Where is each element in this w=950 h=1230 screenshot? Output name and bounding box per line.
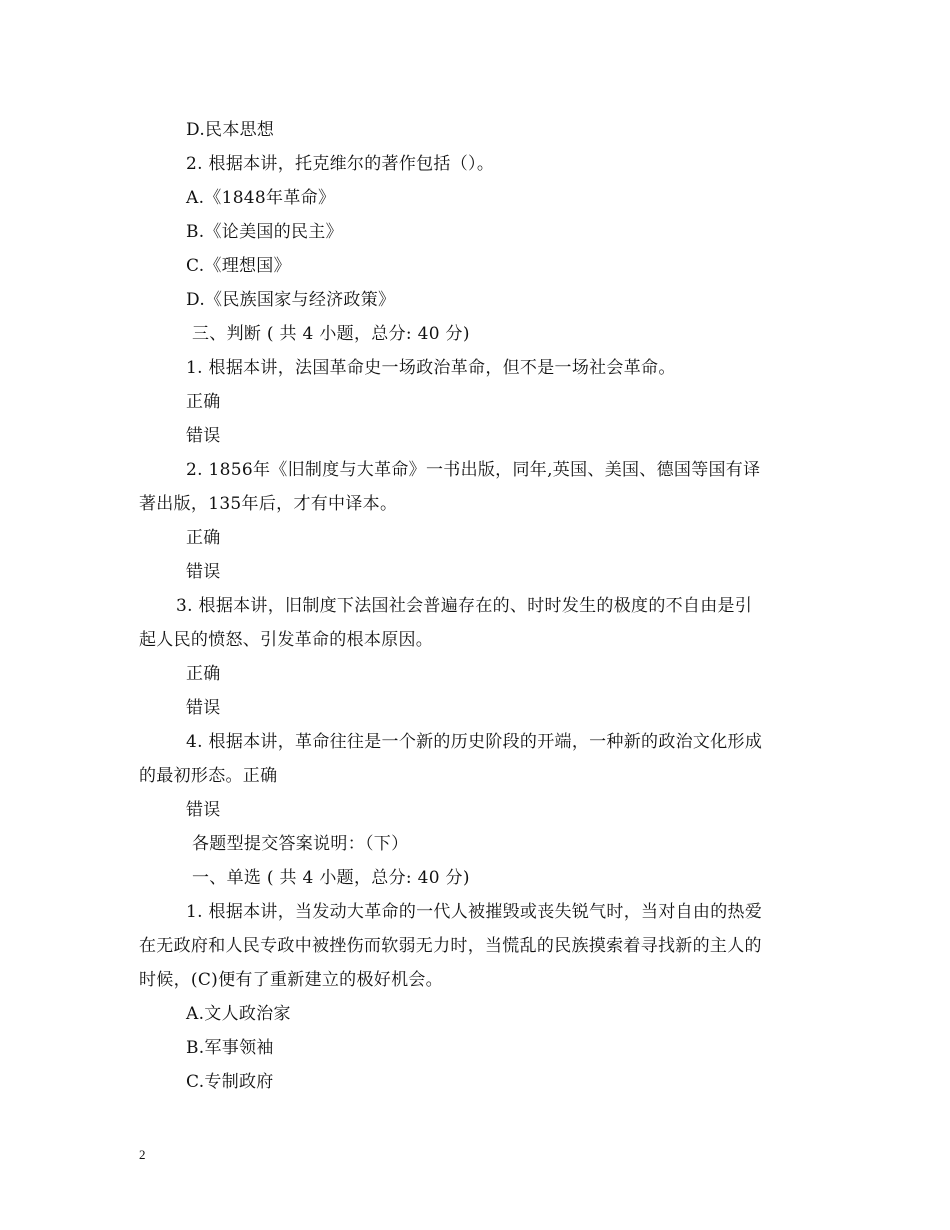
judgement-3-true: 正确	[186, 664, 221, 684]
option-b-democracy: B.《论美国的民主》	[186, 222, 343, 242]
judgement-2-false: 错误	[186, 562, 221, 582]
judgement-4-line-1: 4. 根据本讲，革命往往是一个新的历史阶段的开端，一种新的政治文化形成	[186, 732, 763, 752]
single-choice-1-line-2: 在无政府和人民专政中被挫伤而软弱无力时，当慌乱的民族摸索着寻找新的主人的	[139, 936, 762, 956]
judgement-4-line-2: 的最初形态。正确	[139, 766, 278, 786]
section-heading-judgement: 三、判断 ( 共 4 小题，总分: 40 分)	[192, 324, 470, 344]
single-choice-1-line-3: 时候，(C)便有了重新建立的极好机会。	[139, 970, 443, 990]
judgement-3-line-2: 起人民的愤怒、引发革命的根本原因。	[139, 630, 434, 650]
single-choice-1-line-1: 1. 根据本讲，当发动大革命的一代人被摧毁或丧失锐气时，当对自由的热爱	[186, 902, 763, 922]
option-d-minben: D.民本思想	[186, 120, 275, 140]
judgement-2-true: 正确	[186, 528, 221, 548]
option-a-literati: A.文人政治家	[186, 1004, 291, 1024]
option-c-despotic: C.专制政府	[186, 1072, 274, 1092]
option-d-nation-state: D.《民族国家与经济政策》	[186, 290, 396, 310]
option-b-military: B.军事领袖	[186, 1038, 274, 1058]
judgement-1-true: 正确	[186, 392, 221, 412]
judgement-2-line-2: 著出版，135年后，才有中译本。	[139, 494, 398, 514]
option-c-republic: C.《理想国》	[186, 256, 291, 276]
answer-instructions-heading: 各题型提交答案说明：（下）	[192, 834, 409, 854]
judgement-4-false: 错误	[186, 800, 221, 820]
judgement-1-false: 错误	[186, 426, 221, 446]
section-heading-single-choice: 一、单选 ( 共 4 小题，总分: 40 分)	[192, 868, 470, 888]
question-2-tocqueville: 2. 根据本讲，托克维尔的著作包括（）。	[186, 154, 495, 174]
judgement-2-line-1: 2. 1856年《旧制度与大革命》一书出版，同年,英国、美国、德国等国有译	[186, 460, 761, 480]
judgement-3-line-1: 3. 根据本讲，旧制度下法国社会普遍存在的、时时发生的极度的不自由是引	[176, 596, 753, 616]
judgement-3-false: 错误	[186, 698, 221, 718]
judgement-1: 1. 根据本讲，法国革命史一场政治革命，但不是一场社会革命。	[186, 358, 676, 378]
page-number: 2	[139, 1147, 146, 1162]
option-a-1848: A.《1848年革命》	[186, 188, 336, 208]
